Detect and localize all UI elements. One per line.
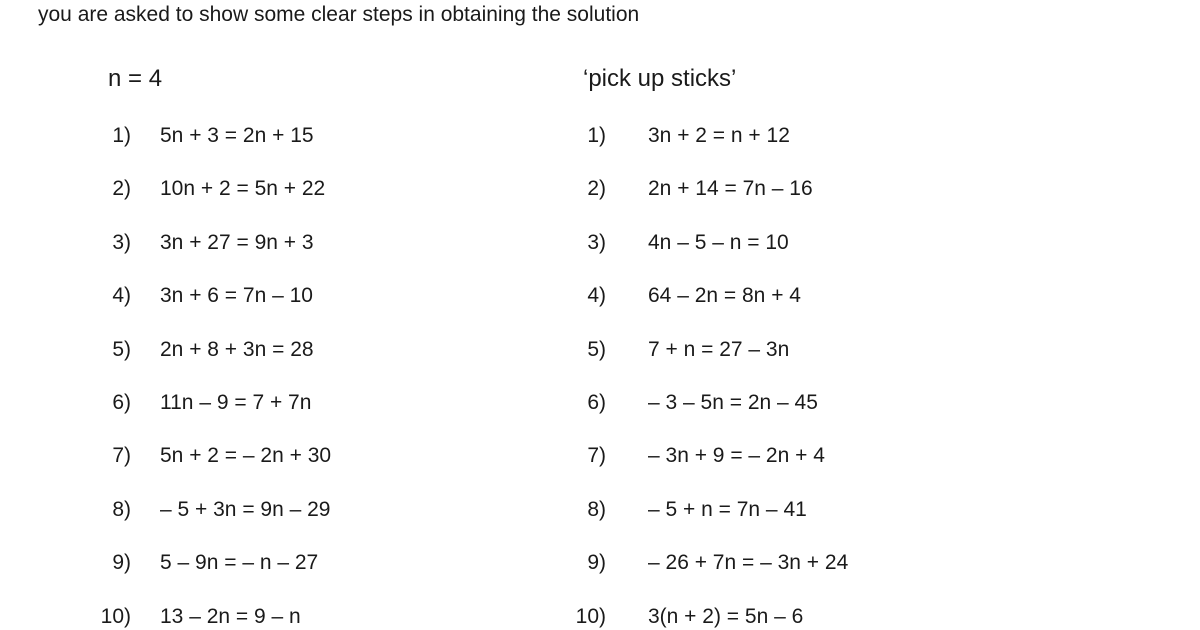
problem-number: 3) (112, 231, 131, 254)
problem-equation: 11n – 9 = 7 + 7n (160, 391, 312, 414)
instructions-text: you are asked to show some clear steps in obtaining the solution (38, 3, 640, 26)
problem-equation: 5n + 2 = – 2n + 30 (160, 444, 332, 467)
problem-equation: 13 – 2n = 9 – n (160, 605, 301, 628)
problem-equation: 10n + 2 = 5n + 22 (160, 177, 326, 200)
problem-equation: – 3 – 5n = 2n – 45 (648, 391, 818, 414)
problem-equation: – 5 + 3n = 9n – 29 (160, 498, 331, 521)
problem-number: 2) (587, 177, 606, 200)
problem-equation: 3n + 2 = n + 12 (648, 124, 790, 147)
problem-equation: – 26 + 7n = – 3n + 24 (648, 551, 849, 574)
problem-equation: 2n + 14 = 7n – 16 (648, 177, 813, 200)
problem-number: 7) (112, 444, 131, 467)
problem-number: 1) (587, 124, 606, 147)
problem-equation: – 5 + n = 7n – 41 (648, 498, 807, 521)
problem-number: 5) (112, 338, 131, 361)
problem-number: 10) (100, 605, 131, 628)
problem-number: 3) (587, 231, 606, 254)
problem-number: 8) (587, 498, 606, 521)
problem-number: 8) (112, 498, 131, 521)
problem-number: 6) (587, 391, 606, 414)
problem-number: 5) (587, 338, 606, 361)
problem-equation: 3n + 6 = 7n – 10 (160, 284, 313, 307)
problem-equation: 4n – 5 – n = 10 (648, 231, 789, 254)
problem-number: 9) (587, 551, 606, 574)
problem-equation: 3n + 27 = 9n + 3 (160, 231, 314, 254)
problem-number: 10) (575, 605, 606, 628)
problem-equation: 2n + 8 + 3n = 28 (160, 338, 314, 361)
problem-number: 1) (112, 124, 131, 147)
problem-number: 6) (112, 391, 131, 414)
problem-equation: 5 – 9n = – n – 27 (160, 551, 319, 574)
problem-number: 7) (587, 444, 606, 467)
left-column-title: n = 4 (108, 65, 163, 92)
problem-equation: 5n + 3 = 2n + 15 (160, 124, 314, 147)
problem-number: 4) (112, 284, 131, 307)
problem-equation: 7 + n = 27 – 3n (648, 338, 790, 361)
right-column-title: ‘pick up sticks’ (583, 65, 737, 92)
problem-number: 4) (587, 284, 606, 307)
problem-equation: – 3n + 9 = – 2n + 4 (648, 444, 825, 467)
problem-number: 9) (112, 551, 131, 574)
problem-number: 2) (112, 177, 131, 200)
problem-equation: 3(n + 2) = 5n – 6 (648, 605, 804, 628)
problem-equation: 64 – 2n = 8n + 4 (648, 284, 801, 307)
